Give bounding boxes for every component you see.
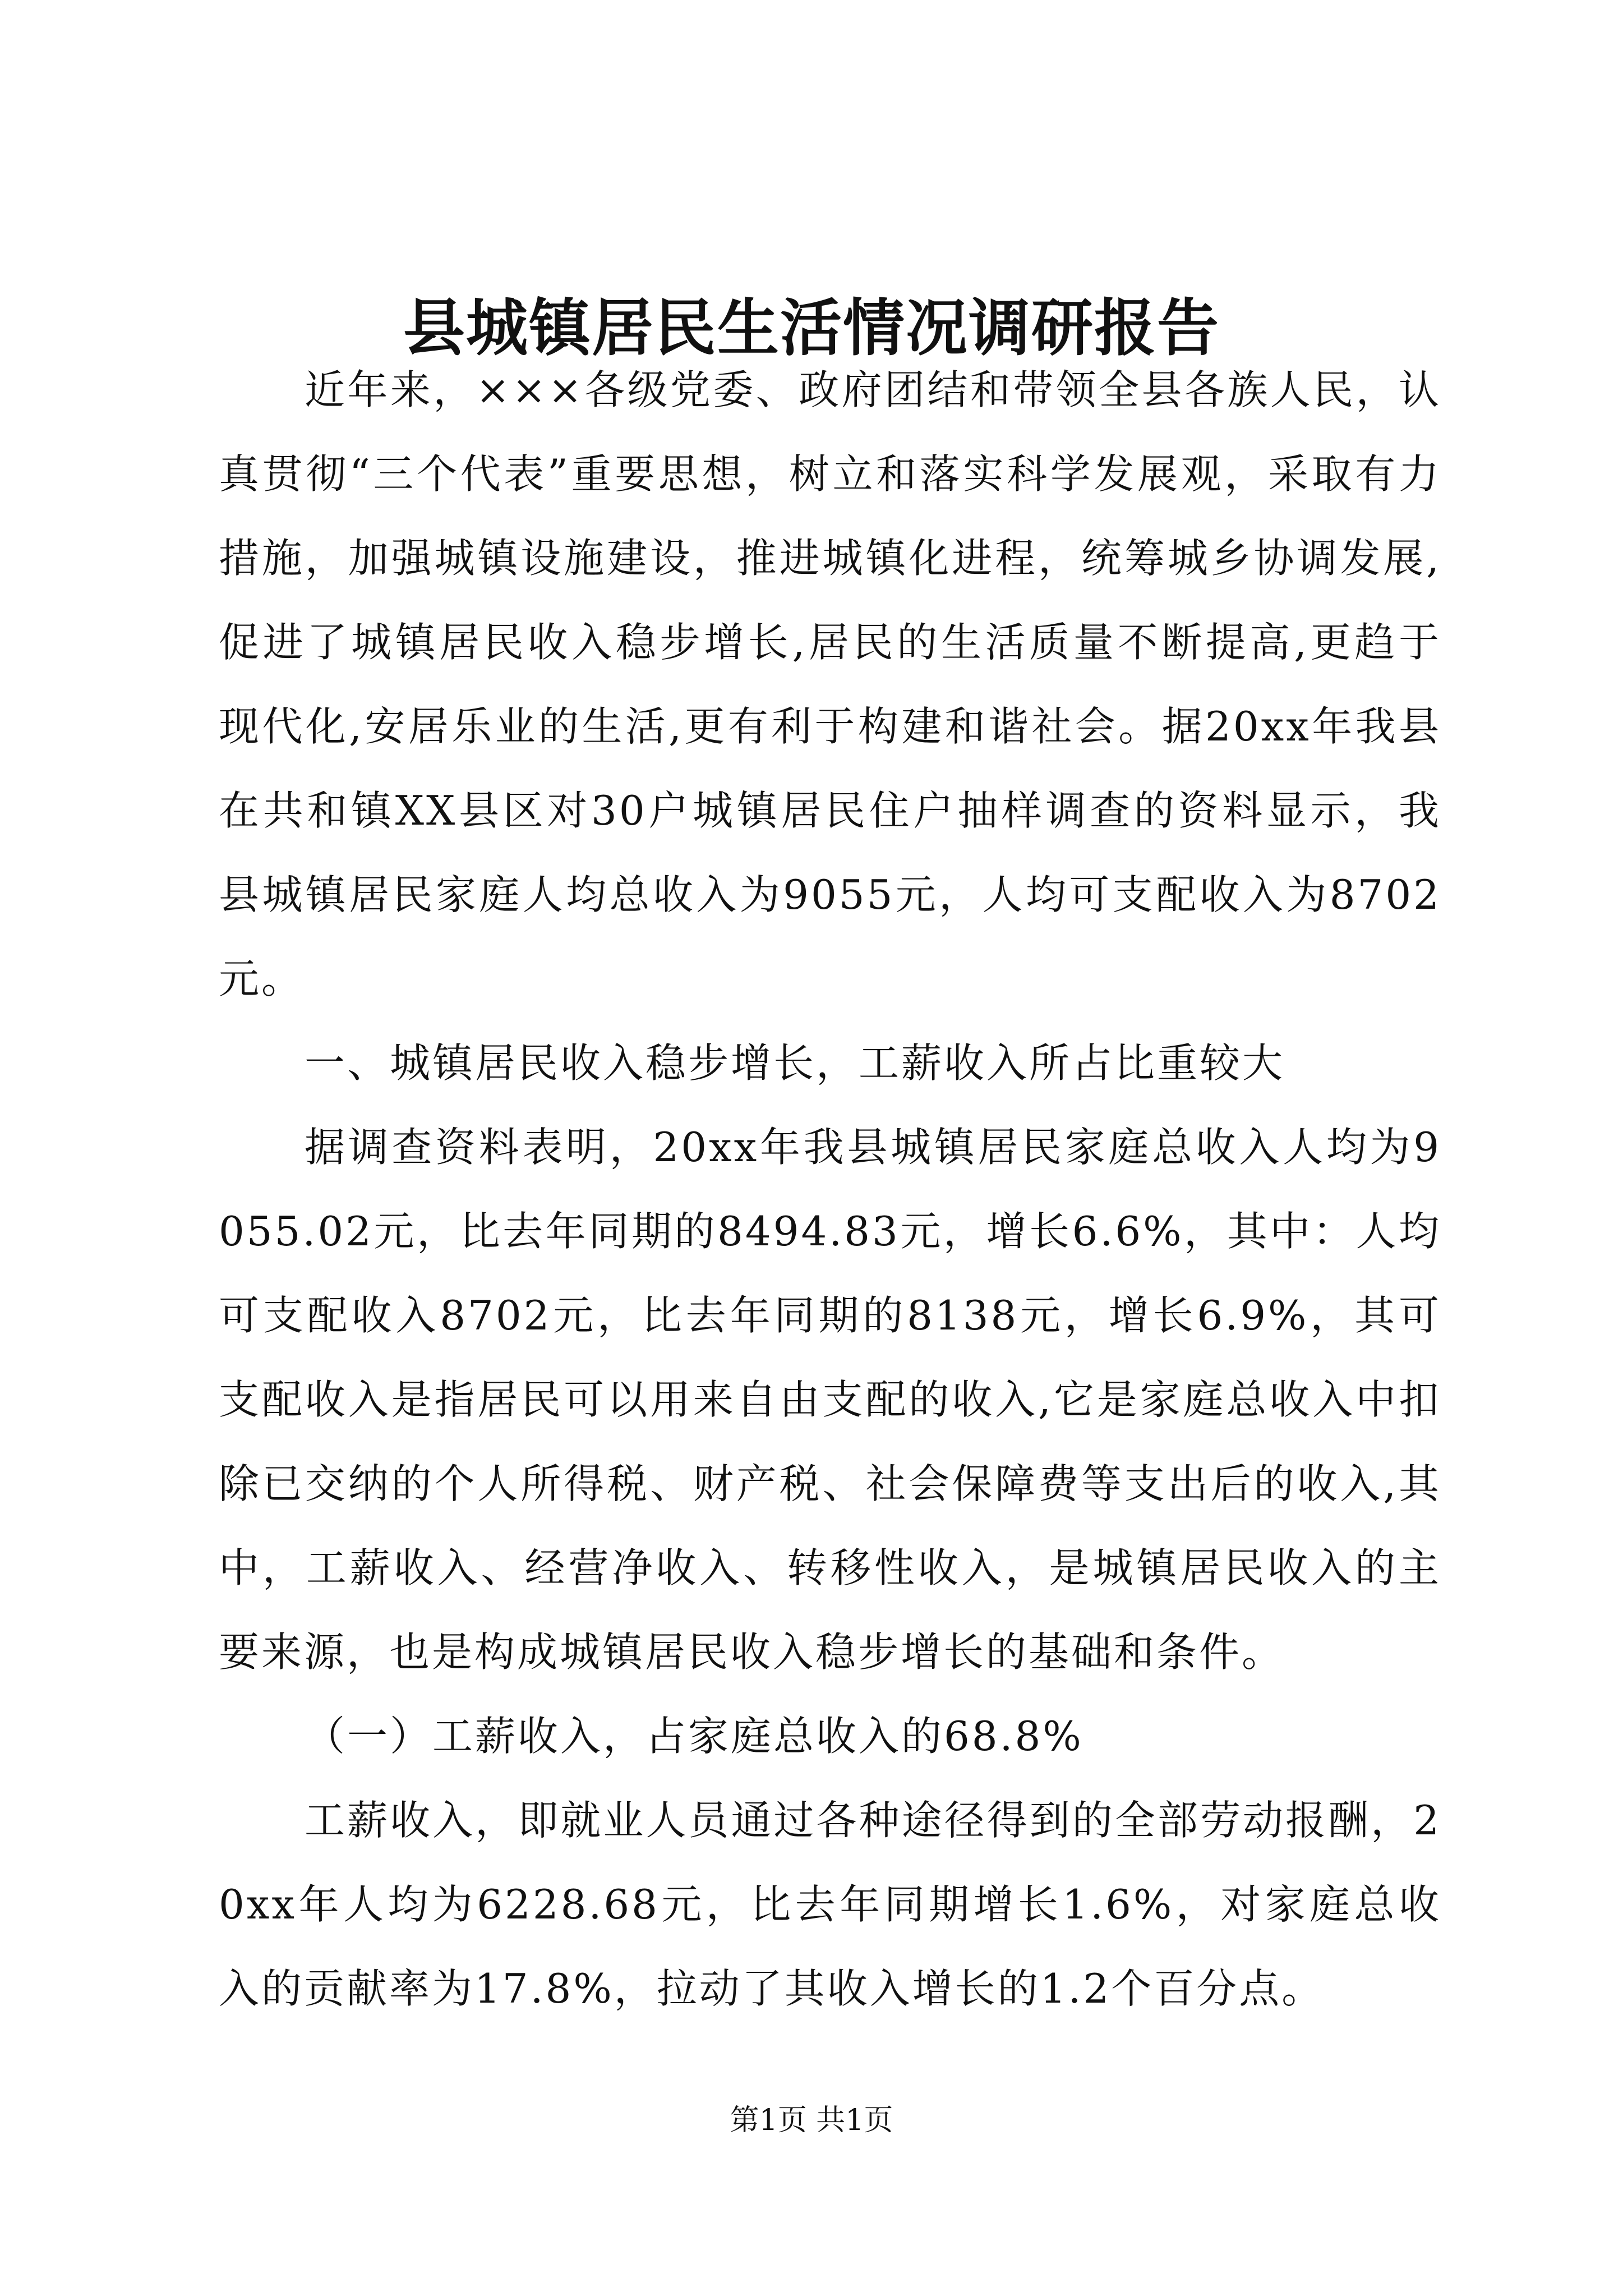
intro-paragraph: 近年来，×××各级党委、政府团结和带领全县各族人民，认真贯彻“三个代表”重要思想，树立和落实科学发展观，采取有力措施，加强城镇设施建设，推进城镇化进程，统筹城乡协调发展,促进了城镇居民收入稳步增长,居民的生活质量不断提高,更趋于现代化,安居乐业的生活,更有利于构建和谐社会。据20xx年我县在共和镇XX县区对30户城镇居民住户抽样调查的资料显示，我县城镇居民家庭人均总收入为9055元，人均可支配收入为8702元。 — [219, 366, 1441, 1002]
section-1-paragraph: 据调查资料表明，20xx年我县城镇居民家庭总收入人均为9055.02元，比去年同期的8494.83元，增长6.6%，其中：人均可支配收入8702元，比去年同期的8138元，增长6.9%，其可支配收入是指居民可以用来自由支配的收入,它是家庭总收入中扣除已交纳的个人所得税、财产税、社会保障费等支出后的收入,其中，工薪收入、经营净收入、转移性收入，是城镇居民收入的主要来源，也是构成城镇居民收入稳步增长的基础和条件。 — [219, 1124, 1441, 1676]
page-footer: 第1页 共1页 — [730, 2104, 893, 2137]
document-body — [219, 348, 1441, 2031]
subsection-heading-1: （一）工薪收入，占家庭总收入的68.8% — [305, 1713, 1083, 1760]
section-heading-1: 一、城镇居民收入稳步增长，工薪收入所占比重较大 — [305, 1039, 1285, 1087]
subsection-1-paragraph: 工薪收入，即就业人员通过各种途径得到的全部劳动报酬，20xx年人均为6228.68元，比去年同期增长1.6%，对家庭总收入的贡献率为17.8%，拉动了其收入增长的1.2个百分点。 — [219, 1797, 1441, 2012]
document-title: 县城镇居民生活情况调研报告 — [403, 292, 1220, 364]
